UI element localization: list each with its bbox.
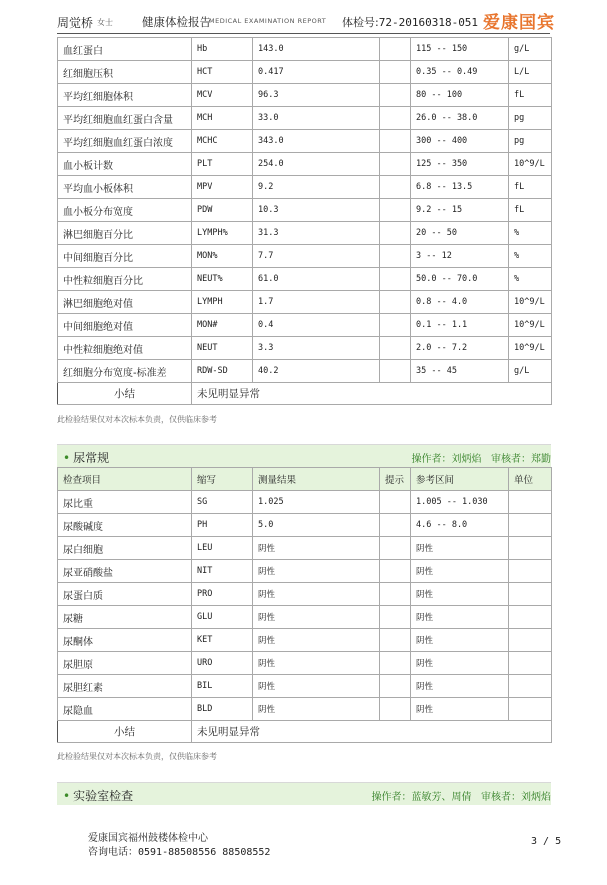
col-flag: 提示 [380, 468, 411, 491]
cell-flag [380, 514, 411, 537]
cell-code: LYMPH [192, 291, 253, 314]
patient-sex: 女士 [97, 18, 113, 27]
cell-result: 5.0 [253, 514, 380, 537]
cell-ref: 125 -- 350 [411, 153, 509, 176]
table-row [58, 337, 552, 360]
patient-name: 周觉桥 [57, 16, 94, 30]
cell-name: 血小板计数 [58, 153, 192, 176]
cell-ref: 0.35 -- 0.49 [411, 61, 509, 84]
cell-flag [380, 360, 411, 383]
cell-result: 阴性 [253, 698, 380, 721]
cell-unit [509, 560, 552, 583]
urine-summary-row [58, 721, 552, 743]
cell-result: 阴性 [253, 560, 380, 583]
cell-flag [380, 698, 411, 721]
cell-code: PDW [192, 199, 253, 222]
cell-ref: 阴性 [411, 606, 509, 629]
cell-result: 40.2 [253, 360, 380, 383]
cell-result: 阴性 [253, 537, 380, 560]
cell-code: MPV [192, 176, 253, 199]
cell-flag [380, 176, 411, 199]
cell-name: 淋巴细胞百分比 [58, 222, 192, 245]
cell-name: 尿糖 [58, 606, 192, 629]
cell-unit: % [509, 268, 552, 291]
cell-name: 尿亚硝酸盐 [58, 560, 192, 583]
report-title: 健康体检报告 [142, 15, 211, 29]
table-row [58, 153, 552, 176]
cell-ref: 阴性 [411, 629, 509, 652]
cell-flag [380, 652, 411, 675]
cell-unit [509, 583, 552, 606]
cell-ref: 115 -- 150 [411, 38, 509, 61]
lab-section-title: • 实验室检查 [63, 789, 134, 803]
cell-result: 阴性 [253, 583, 380, 606]
cell-flag [380, 583, 411, 606]
cell-code: MCV [192, 84, 253, 107]
cell-result: 0.417 [253, 61, 380, 84]
cell-name: 尿隐血 [58, 698, 192, 721]
cell-code: MON% [192, 245, 253, 268]
cell-unit: 10^9/L [509, 314, 552, 337]
cell-result: 343.0 [253, 130, 380, 153]
cell-ref: 4.6 -- 8.0 [411, 514, 509, 537]
cell-result: 阴性 [253, 675, 380, 698]
col-ref: 参考区间 [411, 468, 509, 491]
cell-ref: 阴性 [411, 698, 509, 721]
cell-name: 中间细胞绝对值 [58, 314, 192, 337]
cell-result: 31.3 [253, 222, 380, 245]
urine-disclaimer: 此检验结果仅对本次标本负责，仅供临床参考 [57, 752, 217, 761]
cell-name: 平均血小板体积 [58, 176, 192, 199]
cell-unit: pg [509, 107, 552, 130]
cell-unit: 10^9/L [509, 291, 552, 314]
cell-code: MCHC [192, 130, 253, 153]
cell-name: 尿比重 [58, 491, 192, 514]
cell-flag [380, 84, 411, 107]
cell-unit: fL [509, 84, 552, 107]
cell-unit [509, 537, 552, 560]
cell-ref: 80 -- 100 [411, 84, 509, 107]
col-code: 缩写 [192, 468, 253, 491]
cell-code: Hb [192, 38, 253, 61]
table-row [58, 314, 552, 337]
footer-phone: 咨询电话：0591-88508556 88508552 [88, 847, 271, 858]
blood-disclaimer: 此检验结果仅对本次标本负责，仅供临床参考 [57, 415, 217, 424]
cell-ref: 9.2 -- 15 [411, 199, 509, 222]
cell-name: 中间细胞百分比 [58, 245, 192, 268]
cell-name: 尿酸碱度 [58, 514, 192, 537]
table-row [58, 698, 552, 721]
cell-flag [380, 153, 411, 176]
urine-section-title: • 尿常规 [63, 451, 110, 465]
cell-result: 3.3 [253, 337, 380, 360]
cell-ref: 6.8 -- 13.5 [411, 176, 509, 199]
cell-code: LYMPH% [192, 222, 253, 245]
cell-code: MCH [192, 107, 253, 130]
cell-flag [380, 675, 411, 698]
cell-name: 尿胆红素 [58, 675, 192, 698]
cell-unit: L/L [509, 61, 552, 84]
cell-result: 阴性 [253, 629, 380, 652]
lab-section-header [57, 782, 551, 805]
cell-name: 血红蛋白 [58, 38, 192, 61]
cell-result: 96.3 [253, 84, 380, 107]
cell-result: 1.025 [253, 491, 380, 514]
blood-summary-row [58, 383, 552, 405]
cell-ref: 0.8 -- 4.0 [411, 291, 509, 314]
cell-name: 中性粒细胞绝对值 [58, 337, 192, 360]
summary-text: 未见明显异常 [192, 383, 552, 405]
cell-code: HCT [192, 61, 253, 84]
table-row [58, 583, 552, 606]
cell-name: 平均红细胞体积 [58, 84, 192, 107]
urine-table-header [58, 468, 552, 491]
cell-code: RDW-SD [192, 360, 253, 383]
cell-ref: 300 -- 400 [411, 130, 509, 153]
cell-ref: 50.0 -- 70.0 [411, 268, 509, 291]
col-result: 测量结果 [253, 468, 380, 491]
cell-unit [509, 606, 552, 629]
cell-result: 7.7 [253, 245, 380, 268]
lab-operators: 操作者：蓝敏芳、周倩 审核者：刘炳焰 [371, 792, 551, 803]
col-item: 检查项目 [58, 468, 192, 491]
table-row [58, 652, 552, 675]
cell-code: URO [192, 652, 253, 675]
cell-ref: 3 -- 12 [411, 245, 509, 268]
blood-routine-table [57, 37, 552, 405]
table-row [58, 291, 552, 314]
cell-unit [509, 698, 552, 721]
cell-code: BLD [192, 698, 253, 721]
cell-flag [380, 222, 411, 245]
cell-unit: 10^9/L [509, 153, 552, 176]
cell-code: NIT [192, 560, 253, 583]
cell-flag [380, 491, 411, 514]
cell-result: 0.4 [253, 314, 380, 337]
cell-name: 平均红细胞血红蛋白浓度 [58, 130, 192, 153]
cell-result: 61.0 [253, 268, 380, 291]
cell-unit [509, 675, 552, 698]
cell-unit [509, 652, 552, 675]
cell-unit: g/L [509, 360, 552, 383]
cell-code: GLU [192, 606, 253, 629]
cell-unit: % [509, 222, 552, 245]
table-row [58, 675, 552, 698]
cell-name: 血小板分布宽度 [58, 199, 192, 222]
cell-unit [509, 514, 552, 537]
table-row [58, 61, 552, 84]
cell-flag [380, 560, 411, 583]
cell-code: BIL [192, 675, 253, 698]
table-row [58, 268, 552, 291]
urine-section-header [57, 444, 551, 467]
cell-name: 红细胞压积 [58, 61, 192, 84]
table-row [58, 199, 552, 222]
report-subtitle: MEDICAL EXAMINATION REPORT [209, 17, 327, 25]
cell-ref: 35 -- 45 [411, 360, 509, 383]
table-row [58, 491, 552, 514]
cell-result: 254.0 [253, 153, 380, 176]
report-header [0, 0, 607, 36]
cell-flag [380, 268, 411, 291]
cell-flag [380, 107, 411, 130]
cell-ref: 阴性 [411, 583, 509, 606]
brand-logo: 爱康国宾 [483, 13, 555, 33]
cell-unit: fL [509, 176, 552, 199]
exam-id: 体检号:72-20160318-051 [342, 16, 479, 29]
cell-ref: 阴性 [411, 560, 509, 583]
cell-code: PLT [192, 153, 253, 176]
cell-flag [380, 314, 411, 337]
table-row [58, 107, 552, 130]
cell-ref: 26.0 -- 38.0 [411, 107, 509, 130]
table-row [58, 222, 552, 245]
cell-unit: g/L [509, 38, 552, 61]
cell-ref: 2.0 -- 7.2 [411, 337, 509, 360]
table-row [58, 176, 552, 199]
cell-flag [380, 130, 411, 153]
urine-operators: 操作者：刘炳焰 审核者：郑勤 [411, 454, 551, 465]
page-number: 3 / 5 [531, 836, 562, 847]
cell-flag [380, 337, 411, 360]
cell-flag [380, 61, 411, 84]
cell-ref: 阴性 [411, 675, 509, 698]
cell-code: MON# [192, 314, 253, 337]
summary-label: 小结 [58, 383, 192, 405]
cell-result: 阴性 [253, 652, 380, 675]
table-row [58, 360, 552, 383]
cell-code: NEUT [192, 337, 253, 360]
cell-ref: 1.005 -- 1.030 [411, 491, 509, 514]
table-row [58, 514, 552, 537]
cell-name: 尿蛋白质 [58, 583, 192, 606]
cell-flag [380, 606, 411, 629]
cell-flag [380, 629, 411, 652]
cell-result: 10.3 [253, 199, 380, 222]
table-row [58, 245, 552, 268]
cell-ref: 阴性 [411, 652, 509, 675]
cell-ref: 0.1 -- 1.1 [411, 314, 509, 337]
cell-name: 平均红细胞血红蛋白含量 [58, 107, 192, 130]
cell-flag [380, 245, 411, 268]
cell-code: SG [192, 491, 253, 514]
table-row [58, 606, 552, 629]
cell-unit [509, 491, 552, 514]
urine-routine-table [57, 467, 552, 743]
cell-code: PRO [192, 583, 253, 606]
cell-unit: pg [509, 130, 552, 153]
cell-unit: 10^9/L [509, 337, 552, 360]
cell-flag [380, 291, 411, 314]
cell-code: NEUT% [192, 268, 253, 291]
summary-text: 未见明显异常 [192, 721, 552, 743]
cell-result: 33.0 [253, 107, 380, 130]
cell-unit [509, 629, 552, 652]
cell-flag [380, 38, 411, 61]
cell-result: 1.7 [253, 291, 380, 314]
table-row [58, 629, 552, 652]
cell-flag [380, 537, 411, 560]
summary-label: 小结 [58, 721, 192, 743]
cell-unit: % [509, 245, 552, 268]
cell-name: 红细胞分布宽度-标准差 [58, 360, 192, 383]
cell-unit: fL [509, 199, 552, 222]
col-unit: 单位 [509, 468, 552, 491]
cell-code: LEU [192, 537, 253, 560]
table-row [58, 38, 552, 61]
footer-center-name: 爱康国宾福州鼓楼体检中心 [88, 833, 208, 844]
table-row [58, 560, 552, 583]
table-row [58, 537, 552, 560]
cell-result: 9.2 [253, 176, 380, 199]
cell-ref: 阴性 [411, 537, 509, 560]
cell-result: 阴性 [253, 606, 380, 629]
header-divider [57, 33, 550, 34]
cell-result: 143.0 [253, 38, 380, 61]
cell-flag [380, 199, 411, 222]
cell-name: 淋巴细胞绝对值 [58, 291, 192, 314]
cell-code: KET [192, 629, 253, 652]
table-row [58, 84, 552, 107]
cell-name: 尿白细胞 [58, 537, 192, 560]
table-row [58, 130, 552, 153]
cell-name: 中性粒细胞百分比 [58, 268, 192, 291]
cell-ref: 20 -- 50 [411, 222, 509, 245]
cell-name: 尿酮体 [58, 629, 192, 652]
cell-name: 尿胆原 [58, 652, 192, 675]
cell-code: PH [192, 514, 253, 537]
